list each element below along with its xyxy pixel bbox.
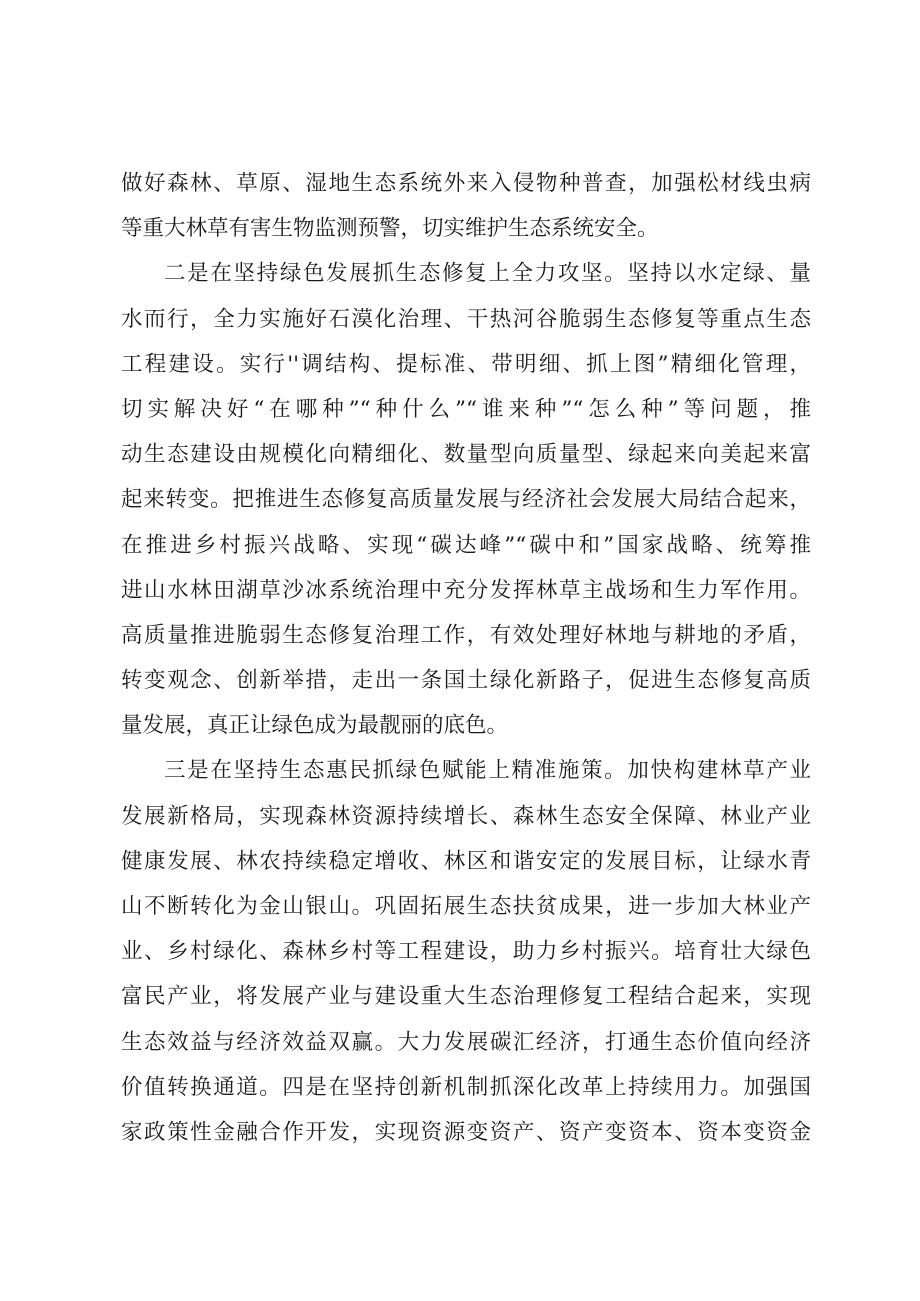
paragraph-3-line-8: 价值转换通道。四是在坚持创新机制抓深化改革上持续用力。加强国: [121, 1074, 811, 1100]
paragraph-2-line-2: 水而行，全力实施好石漠化治理、干热河谷脆弱生态修复等重点生态: [121, 306, 811, 332]
paragraph-3-line-9: 家政策性金融合作开发，实现资源变资产、资产变资本、资本变资金: [121, 1119, 811, 1145]
paragraph-2-line-4: 切实解决好“在哪种”“种什么”“谁来种”“怎么种”等问题，推: [121, 396, 811, 422]
document-body: [121, 161, 811, 1155]
paragraph-3-line-1: 三是在坚持生态惠民抓绿色赋能上精准施策。加快构建林草产业: [164, 758, 811, 784]
paragraph-3-line-4: 山不断转化为金山银山。巩固拓展生态扶贫成果，进一步加大林业产: [121, 894, 811, 919]
paragraph-2-line-6: 起来转变。把推进生态修复高质量发展与经济社会发展大局结合起来，: [121, 487, 811, 513]
paragraph-2-line-10: 转变观念、创新举措，走出一条国土绿化新路子，促进生态修复高质: [121, 668, 811, 694]
paragraph-2-line-9: 高质量推进脆弱生态修复治理工作，有效处理好林地与耕地的矛盾，: [121, 622, 811, 648]
paragraph-2-line-11: 量发展，真正让绿色成为最靓丽的底色。: [121, 713, 509, 739]
paragraph-2-line-8: 进山水林田湖草沙冰系统治理中充分发挥林草主战场和生力军作用。: [121, 577, 811, 603]
paragraph-3-line-2: 发展新格局，实现森林资源持续增长、森林生态安全保障、林业产业: [121, 803, 811, 829]
paragraph-2-line-5: 动生态建设由规模化向精细化、数量型向质量型、绿起来向美起来富: [121, 442, 811, 468]
paragraph-1-line-2: 等重大林草有害生物监测预警，切实维护生态系统安全。: [121, 216, 659, 242]
paragraph-2-line-3: 工程建设。实行''调结构、提标准、带明细、抓上图”精细化管理，: [121, 351, 811, 377]
paragraph-1-line-1: 做好森林、草原、湿地生态系统外来入侵物种普查，加强松材线虫病: [121, 171, 811, 196]
paragraph-3-line-6: 富民产业，将发展产业与建设重大生态治理修复工程结合起来，实现: [121, 984, 811, 1010]
paragraph-3-line-7: 生态效益与经济效益双赢。大力发展碳汇经济，打通生态价值向经济: [121, 1029, 811, 1055]
paragraph-3-line-5: 业、乡村绿化、森林乡村等工程建设，助力乡村振兴。培育壮大绿色: [121, 939, 811, 965]
paragraph-2-line-1: 二是在坚持绿色发展抓生态修复上全力攻坚。坚持以水定绿、量: [164, 261, 811, 287]
paragraph-3-line-3: 健康发展、林农持续稳定增收、林区和谐安定的发展目标，让绿水青: [121, 848, 811, 874]
paragraph-2-line-7: 在推进乡村振兴战略、实现“碳达峰”“碳中和”国家战略、统筹推: [121, 532, 811, 558]
